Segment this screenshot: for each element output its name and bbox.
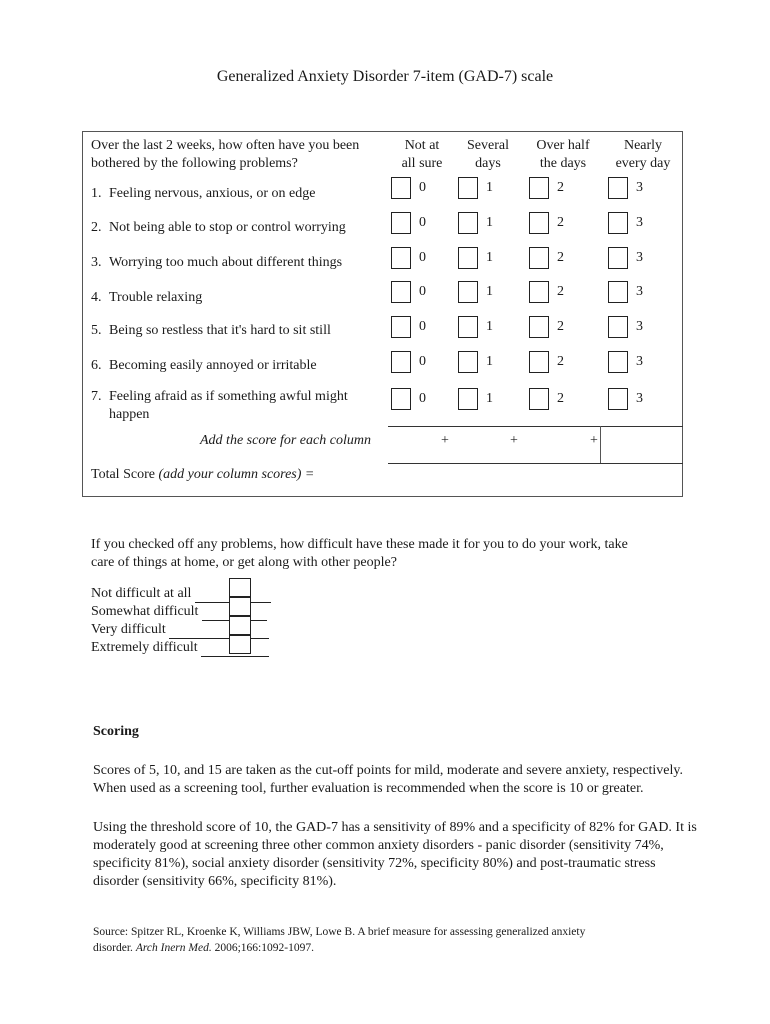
answer-value-label: 1 bbox=[486, 215, 493, 230]
column-header-line1: Not at bbox=[404, 138, 440, 153]
difficulty-option-label: Extremely difficult bbox=[91, 640, 198, 655]
item-text: Becoming easily annoyed or irritable bbox=[109, 358, 317, 373]
scoring-p2-line3: specificity 81%), social anxiety disorder (sensitivity 72%, specificity 80%) and post-traumatic stress bbox=[93, 856, 656, 871]
source-line2-pre: disorder. bbox=[93, 942, 133, 954]
total-score-note: (add your column scores) = bbox=[158, 467, 315, 482]
difficulty-checkbox-not-difficult[interactable] bbox=[229, 578, 251, 597]
answer-checkbox[interactable] bbox=[529, 316, 549, 338]
answer-value-label: 1 bbox=[486, 284, 493, 299]
answer-value-label: 3 bbox=[636, 180, 643, 195]
answer-value-label: 1 bbox=[486, 250, 493, 265]
source-citation bbox=[93, 924, 673, 956]
total-score-text: Total Score bbox=[91, 467, 155, 482]
answer-checkbox[interactable] bbox=[458, 177, 478, 199]
answer-value-label: 0 bbox=[419, 284, 426, 299]
item-text: Feeling afraid as if something awful might bbox=[109, 389, 348, 404]
item-6 bbox=[91, 357, 381, 375]
answer-value-label: 2 bbox=[557, 354, 564, 369]
column-header-line1: Over half bbox=[536, 138, 590, 153]
question-intro bbox=[91, 137, 391, 173]
answer-value-label: 2 bbox=[557, 319, 564, 334]
sum-row-top-rule bbox=[388, 426, 683, 427]
answer-value-label: 2 bbox=[557, 284, 564, 299]
difficulty-checkbox-very[interactable] bbox=[229, 616, 251, 635]
sum-row-bottom-rule bbox=[388, 463, 683, 464]
answer-value-label: 3 bbox=[636, 391, 643, 406]
answer-value-label: 2 bbox=[557, 391, 564, 406]
answer-checkbox[interactable] bbox=[391, 247, 411, 269]
item-7 bbox=[91, 388, 381, 424]
answer-value-label: 3 bbox=[636, 215, 643, 230]
difficulty-option-label: Very difficult bbox=[91, 622, 166, 637]
answer-value-label: 3 bbox=[636, 250, 643, 265]
answer-value-label: 0 bbox=[419, 391, 426, 406]
answer-line bbox=[169, 626, 269, 639]
item-number: 1. bbox=[91, 186, 102, 201]
item-4 bbox=[91, 289, 381, 307]
column-header-line1: Several bbox=[467, 138, 509, 153]
answer-value-label: 0 bbox=[419, 354, 426, 369]
answer-value-label: 0 bbox=[419, 250, 426, 265]
item-2 bbox=[91, 219, 381, 237]
answer-checkbox[interactable] bbox=[391, 388, 411, 410]
item-text: Being so restless that it's hard to sit still bbox=[109, 323, 331, 338]
scoring-p2-line4: disorder (sensitivity 66%, specificity 81%). bbox=[93, 874, 337, 889]
item-text: Trouble relaxing bbox=[109, 290, 203, 305]
scoring-paragraph-1 bbox=[93, 762, 763, 798]
sum-row-divider bbox=[600, 426, 601, 464]
answer-checkbox[interactable] bbox=[608, 247, 628, 269]
answer-checkbox[interactable] bbox=[529, 212, 549, 234]
item-number: 2. bbox=[91, 220, 102, 235]
answer-value-label: 2 bbox=[557, 180, 564, 195]
answer-value-label: 2 bbox=[557, 215, 564, 230]
answer-value-label: 2 bbox=[557, 250, 564, 265]
item-number: 4. bbox=[91, 290, 102, 305]
column-header-line2: every day bbox=[615, 156, 671, 171]
answer-checkbox[interactable] bbox=[458, 351, 478, 373]
item-text: Worrying too much about different things bbox=[109, 255, 343, 270]
answer-value-label: 1 bbox=[486, 319, 493, 334]
item-text-continued: happen bbox=[109, 407, 150, 422]
answer-checkbox[interactable] bbox=[458, 247, 478, 269]
answer-checkbox[interactable] bbox=[458, 212, 478, 234]
difficulty-checkbox-extremely[interactable] bbox=[229, 635, 251, 654]
item-5 bbox=[91, 322, 381, 340]
answer-value-label: 0 bbox=[419, 319, 426, 334]
answer-value-label: 1 bbox=[486, 354, 493, 369]
column-header-line2: the days bbox=[539, 156, 587, 171]
source-line1: Source: Spitzer RL, Kroenke K, Williams JBW, Lowe B. A brief measure for assessing generalized anxiety bbox=[93, 926, 586, 938]
question-intro-line1: Over the last 2 weeks, how often have you been bbox=[91, 138, 360, 153]
answer-checkbox[interactable] bbox=[608, 281, 628, 303]
answer-checkbox[interactable] bbox=[608, 212, 628, 234]
source-line2 bbox=[93, 940, 673, 956]
answer-value-label: 0 bbox=[419, 215, 426, 230]
scoring-p2-line1: Using the threshold score of 10, the GAD-7 has a sensitivity of 89% and a specificity of 82% for GAD. It is bbox=[93, 820, 697, 835]
answer-value-label: 3 bbox=[636, 319, 643, 334]
difficulty-question bbox=[91, 536, 731, 572]
item-number: 5. bbox=[91, 323, 102, 338]
item-3 bbox=[91, 254, 381, 272]
column-header-nearly-every-day bbox=[603, 137, 683, 173]
answer-checkbox[interactable] bbox=[458, 388, 478, 410]
item-number: 3. bbox=[91, 255, 102, 270]
answer-checkbox[interactable] bbox=[608, 316, 628, 338]
difficulty-question-line2: care of things at home, or get along with other people? bbox=[91, 555, 397, 570]
scoring-heading: Scoring bbox=[93, 724, 139, 739]
difficulty-question-line1: If you checked off any problems, how difficult have these made it for you to do your work, take bbox=[91, 537, 628, 552]
page-title: Generalized Anxiety Disorder 7-item (GAD-7) scale bbox=[216, 68, 554, 85]
answer-checkbox[interactable] bbox=[529, 281, 549, 303]
answer-checkbox[interactable] bbox=[608, 388, 628, 410]
answer-checkbox[interactable] bbox=[529, 247, 549, 269]
answer-value-label: 1 bbox=[486, 180, 493, 195]
answer-value-label: 0 bbox=[419, 180, 426, 195]
item-number: 6. bbox=[91, 358, 102, 373]
total-score-label bbox=[91, 467, 314, 483]
sum-row-label: Add the score for each column bbox=[200, 433, 371, 448]
answer-checkbox[interactable] bbox=[529, 177, 549, 199]
scoring-p1-line1: Scores of 5, 10, and 15 are taken as the cut-off points for mild, moderate and severe anxiety, respectively. bbox=[93, 763, 684, 778]
question-intro-line2: bothered by the following problems? bbox=[91, 156, 298, 171]
column-header-several-days bbox=[448, 137, 528, 173]
column-header-over-half bbox=[523, 137, 603, 173]
item-number: 7. bbox=[91, 389, 102, 404]
difficulty-option-label: Not difficult at all bbox=[91, 586, 192, 601]
scoring-paragraph-2 bbox=[93, 819, 763, 891]
plus-sign: + bbox=[590, 433, 598, 448]
difficulty-option-label: Somewhat difficult bbox=[91, 604, 199, 619]
answer-checkbox[interactable] bbox=[608, 351, 628, 373]
answer-checkbox[interactable] bbox=[458, 316, 478, 338]
scoring-p1-line2: When used as a screening tool, further evaluation is recommended when the score is 10 or greater. bbox=[93, 781, 644, 796]
scoring-p2-line2: moderately good at screening three other common anxiety disorders - panic disorder (sensitivity 74%, bbox=[93, 838, 664, 853]
answer-checkbox[interactable] bbox=[391, 316, 411, 338]
answer-checkbox[interactable] bbox=[391, 351, 411, 373]
answer-checkbox[interactable] bbox=[391, 212, 411, 234]
answer-value-label: 3 bbox=[636, 354, 643, 369]
plus-sign: + bbox=[441, 433, 449, 448]
answer-checkbox[interactable] bbox=[529, 351, 549, 373]
source-line2-post: 2006;166:1092-1097. bbox=[214, 942, 314, 954]
answer-checkbox[interactable] bbox=[391, 177, 411, 199]
answer-value-label: 1 bbox=[486, 391, 493, 406]
answer-checkbox[interactable] bbox=[458, 281, 478, 303]
plus-sign: + bbox=[510, 433, 518, 448]
source-journal: Arch Inern Med. bbox=[135, 942, 212, 954]
column-header-line2: all sure bbox=[401, 156, 443, 171]
difficulty-checkbox-somewhat[interactable] bbox=[229, 597, 251, 616]
answer-checkbox[interactable] bbox=[529, 388, 549, 410]
item-text: Not being able to stop or control worrying bbox=[109, 220, 346, 235]
answer-checkbox[interactable] bbox=[391, 281, 411, 303]
item-1 bbox=[91, 185, 381, 203]
answer-value-label: 3 bbox=[636, 284, 643, 299]
column-header-line2: days bbox=[475, 156, 501, 171]
item-text: Feeling nervous, anxious, or on edge bbox=[109, 186, 316, 201]
column-header-line1: Nearly bbox=[623, 138, 663, 153]
answer-checkbox[interactable] bbox=[608, 177, 628, 199]
